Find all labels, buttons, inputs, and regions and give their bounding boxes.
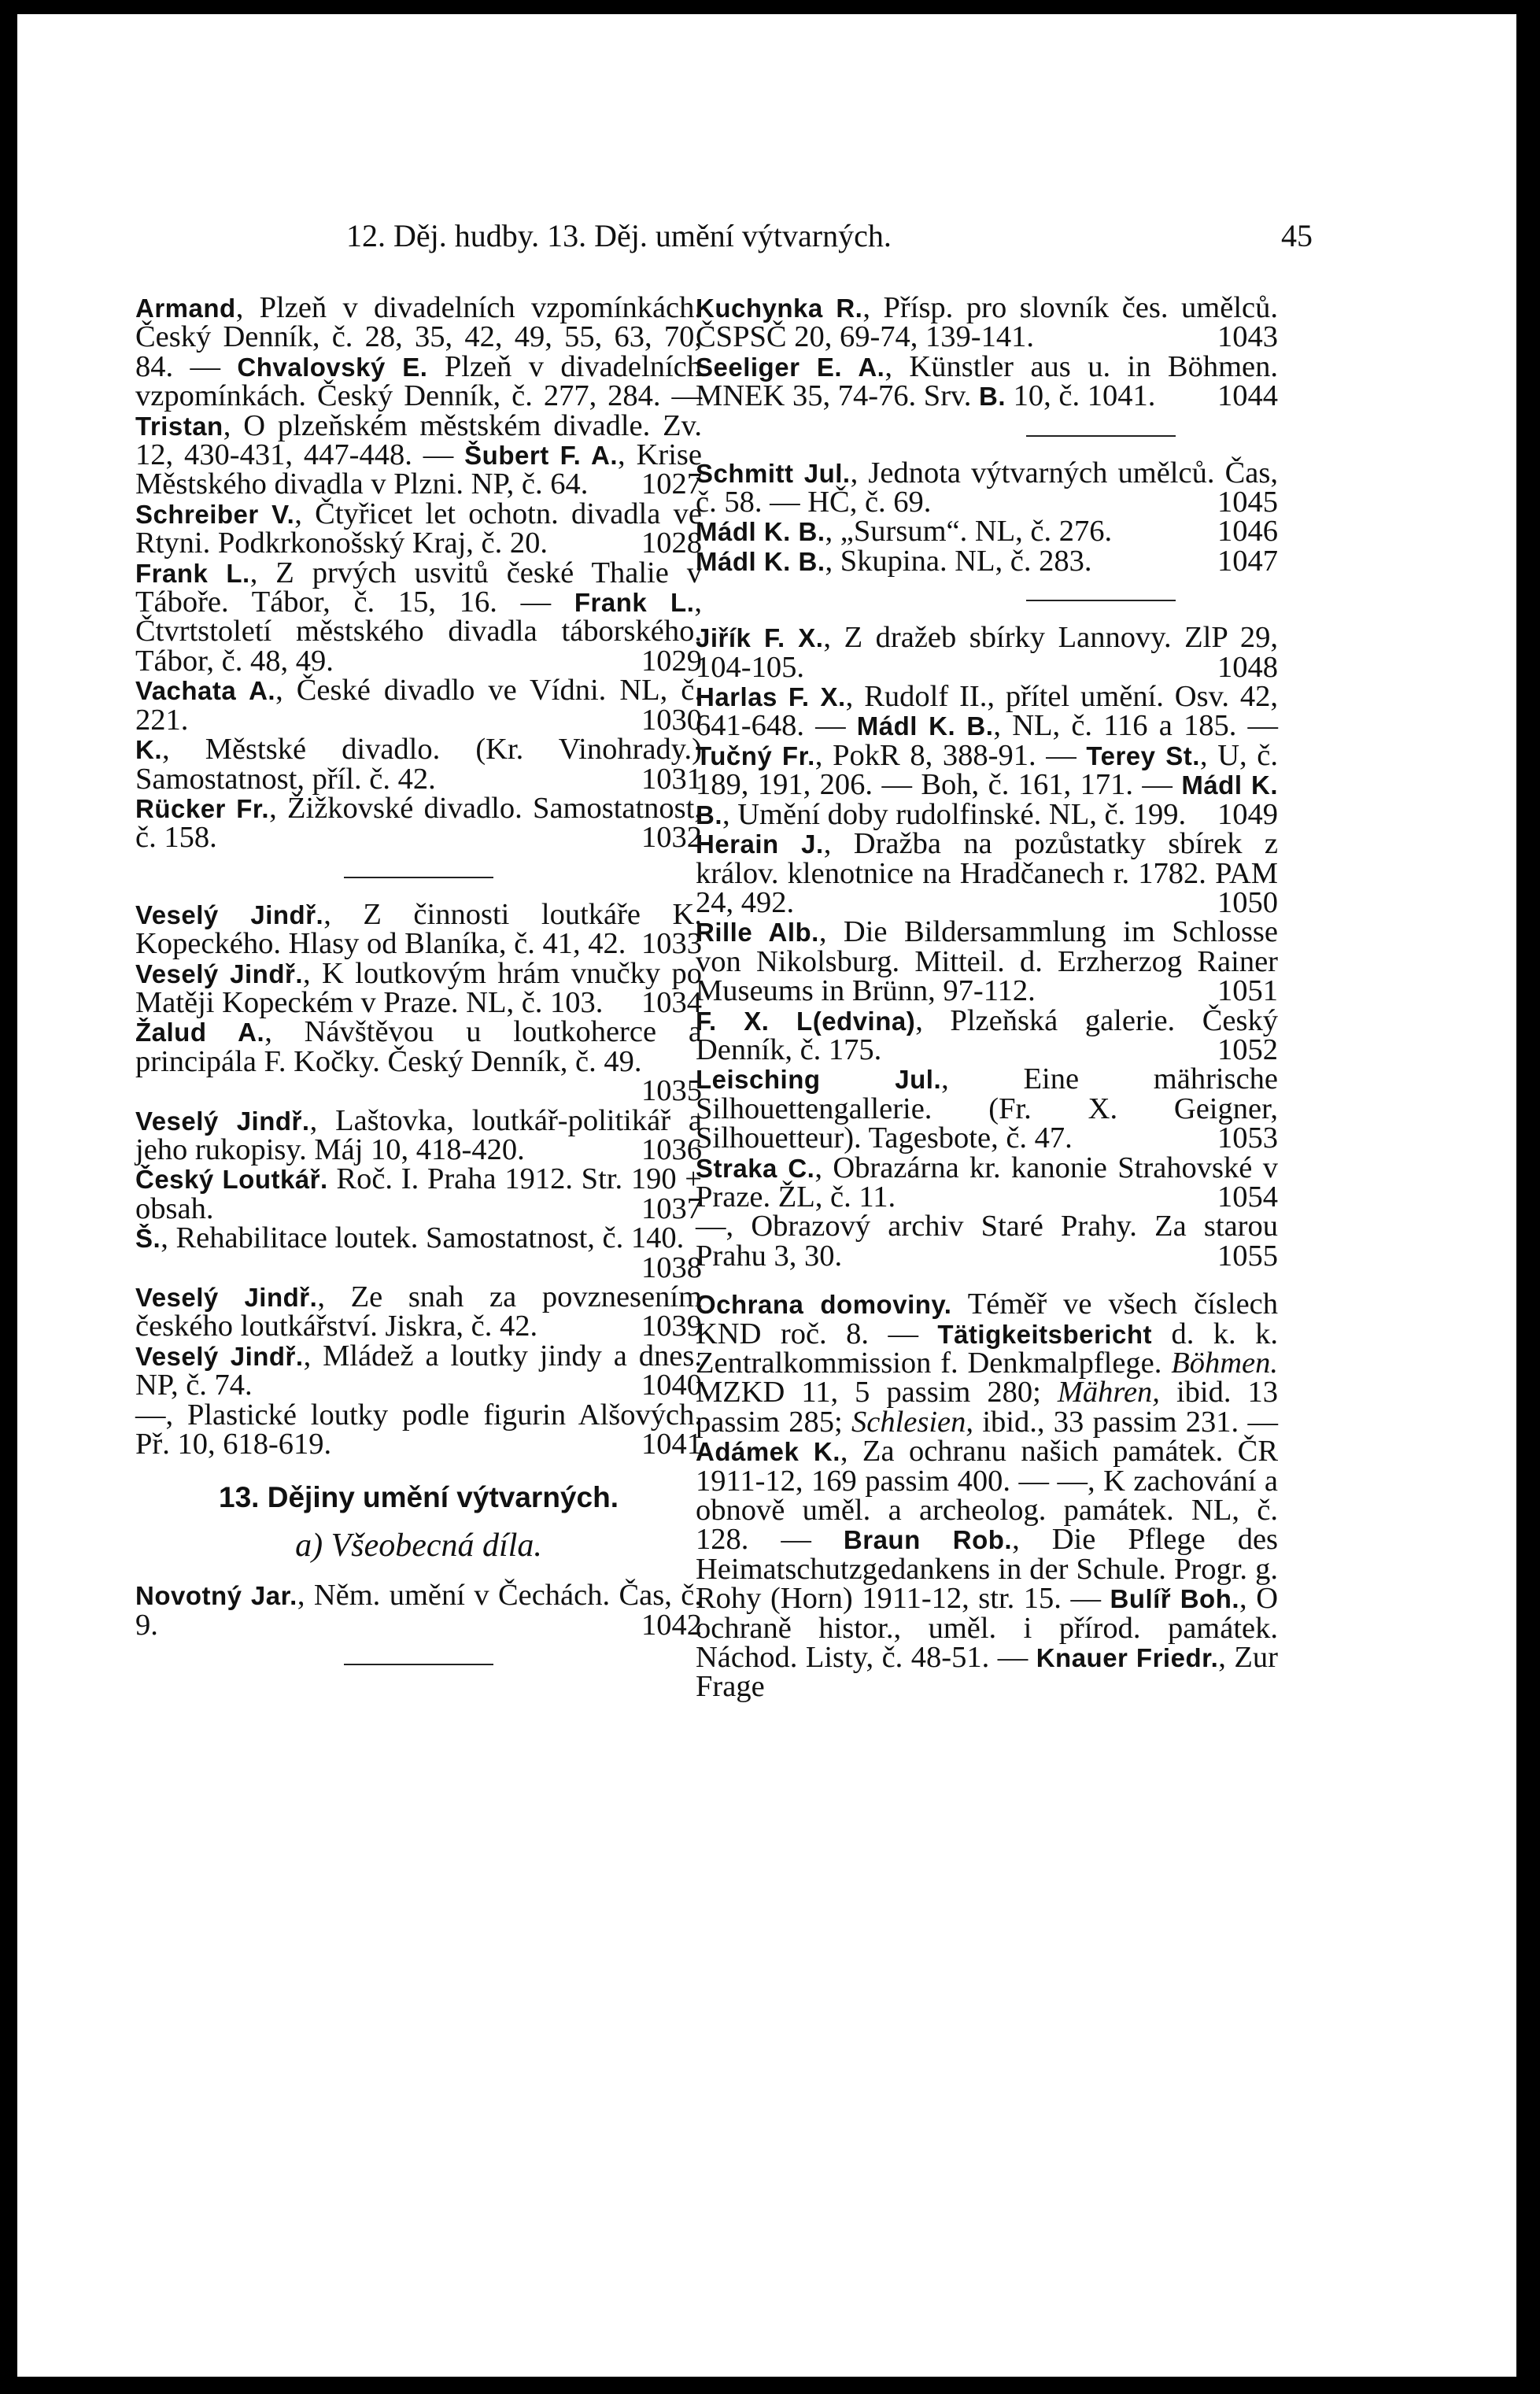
author: Rille Alb. <box>696 918 819 948</box>
author: Tučný Fr. <box>696 741 815 770</box>
entry-1029 <box>135 556 703 678</box>
entry-text: , Žižkovské divadlo. Samostatnost, č. 158. <box>135 791 702 855</box>
author: Vachata A. <box>135 676 276 706</box>
entry-1033 <box>135 897 702 961</box>
separator-rule <box>344 877 493 878</box>
entry-number: 1051 <box>1217 974 1278 1008</box>
author: Knauer Friedr. <box>1036 1643 1219 1673</box>
author: Veselý Jindř. <box>135 959 304 988</box>
entry-1047 <box>696 544 1278 578</box>
author: Chvalovský E. <box>237 352 428 382</box>
entry-1053 <box>696 1062 1279 1155</box>
entry-1052 <box>696 1003 1278 1066</box>
entry-number: 1049 <box>1217 797 1278 831</box>
entry-number: 1039 <box>641 1310 702 1343</box>
entry-text: Plzeň v divadelních vzpomínkách. Český Denník, č. 277, 284. — <box>135 349 703 413</box>
entry-text: —, Plastické loutky podle figurin Alšových. Př. 10, 618-619. <box>135 1398 702 1461</box>
entry-text: , Mládež a loutky jindy a dnes. NP, č. 74. <box>135 1339 702 1402</box>
entry-1035 <box>135 1015 702 1108</box>
entry-text: —, Obrazový archiv Staré Prahy. Za starou Prahu 3, 30. <box>696 1210 1278 1273</box>
entry-text: , Laštovka, loutkář-politikář a jeho rukopisy. Máj 10, 418-420. <box>135 1103 703 1166</box>
entry-text: , Plzeňská galerie. Český Denník, č. 175. <box>696 1003 1278 1066</box>
entry-text: , O plzeňském městském divadle. Zv. 12, 430-431, 447-448. — <box>135 408 702 472</box>
author: Jiřík F. X. <box>696 623 824 653</box>
entry-number: 1035 <box>641 1074 702 1108</box>
page <box>17 14 1516 2377</box>
entry-text-italic: Schlesien, <box>851 1405 974 1439</box>
entry-text: , „Sursum“. NL, č. 276. <box>825 515 1113 549</box>
entry-1038 <box>135 1221 702 1284</box>
entry-text: , Čtyřicet let ochotn. divadla ve Rtyni. Podkrkonošský Kraj, č. 20. <box>135 497 702 560</box>
entry-text: ibid. 13 passim 285; <box>696 1376 1278 1439</box>
entry-text: , Skupina. NL, č. 283. <box>825 544 1092 578</box>
entry-number: 1055 <box>1217 1239 1278 1273</box>
entry-1037 <box>135 1162 702 1225</box>
author: Veselý Jindř. <box>135 900 324 929</box>
entry-1045 <box>696 456 1278 519</box>
entry-number: 1040 <box>641 1369 702 1402</box>
entry-1054 <box>696 1151 1278 1214</box>
entry-number: 1033 <box>641 927 702 961</box>
entry-text: , Die Bildersammlung im Schlosse von Nikolsburg. Mitteil. d. Erzherzog Rainer Museums in Brünn, 97-112. <box>696 915 1279 1008</box>
author: Tristan <box>135 411 223 441</box>
entry-number: 1029 <box>641 644 702 678</box>
heading: Ochrana domoviny. <box>696 1290 952 1320</box>
entry-text-italic: Böhmen. <box>1171 1347 1278 1380</box>
author: Veselý Jindř. <box>135 1283 318 1312</box>
entry-text: , Obrazárna kr. kanonie Strahovské v Praze. ŽL, č. 11. <box>696 1151 1278 1214</box>
entry-number: 1054 <box>1217 1180 1278 1214</box>
author: Seeliger E. A. <box>696 352 885 382</box>
entry-1040 <box>135 1339 702 1402</box>
entry-number: 1032 <box>641 821 702 855</box>
entry-text: Roč. I. Praha 1912. Str. 190 + obsah. <box>135 1162 702 1225</box>
author: Bulíř Boh. <box>1110 1584 1240 1614</box>
page-header <box>346 217 1313 264</box>
entry-text: , Künstler aus u. in Böhmen. MNEK 35, 74-76. Srv. <box>696 349 1278 413</box>
entry-1036 <box>135 1103 703 1166</box>
author: Žalud A. <box>135 1018 265 1047</box>
author: Kuchynka R. <box>696 294 863 323</box>
separator-rule <box>344 1664 493 1665</box>
author: Český Loutkář. <box>135 1165 328 1195</box>
author: Terey St. <box>1086 741 1200 770</box>
running-title: 12. Děj. hudby. 13. Děj. umění výtvarných. <box>346 218 892 253</box>
entry-text: , Ze snah za povznesením českého loutkářství. Jiskra, č. 42. <box>135 1280 702 1343</box>
entry-1028 <box>135 497 702 560</box>
entry-1046 <box>696 515 1278 549</box>
author: Šubert F. A. <box>464 441 619 471</box>
entry-number: 1038 <box>641 1251 702 1284</box>
author: K. <box>135 735 162 765</box>
entry-1034 <box>135 956 702 1019</box>
entry-number: 1046 <box>1217 515 1278 549</box>
entry-number: 1042 <box>641 1608 702 1642</box>
author: Schmitt Jul. <box>696 458 851 488</box>
entry-number: 1036 <box>641 1132 702 1166</box>
entry-text: , Umění doby rudolfinské. NL, č. 199. <box>722 797 1187 831</box>
entry-text: , Jednota výtvarných umělců. Čas, č. 58. — HČ, č. 69. <box>696 456 1278 519</box>
entry-text: , Městské divadlo. (Kr. Vinohrady.) Samostatnost, příl. č. 42. <box>135 733 702 796</box>
author: Harlas F. X. <box>696 682 846 712</box>
entry-1027 <box>135 291 703 501</box>
entry-number: 1041 <box>641 1428 702 1461</box>
entry-number: 1047 <box>1217 544 1278 578</box>
author: Tätigkeitsbericht <box>937 1319 1152 1349</box>
entry-text: , Krise Městského divadla v Plzni. NP, č. 64. <box>135 438 702 501</box>
entry-text: , NL, č. 116 a 185. — <box>993 709 1278 743</box>
entry-1051 <box>696 915 1279 1008</box>
entry-text-italic: Mähren, <box>1057 1376 1160 1409</box>
author: Mádl K. B. <box>696 517 825 547</box>
entry-text: , Die Pflege des Heimatschutzgedankens in der Schule. Progr. g. Rohy (Horn) 1911-12, str. 15. — <box>696 1523 1279 1616</box>
entry-text: , Eine mährische Silhouettengallerie. (Fr. X. Geigner, Silhouetteur). Tagesbote, č. 47. <box>696 1062 1279 1155</box>
separator-rule <box>1026 435 1176 437</box>
entry-number: 1037 <box>641 1191 702 1225</box>
author: Adámek K. <box>696 1437 840 1467</box>
author: Frank L. <box>574 588 695 618</box>
entry-number: 1045 <box>1217 486 1278 519</box>
entry-text: , Dražba na pozůstatky sbírek z králov. klenotnice na Hradčanech r. 1782. PAM 24, 492. <box>696 827 1278 919</box>
entry-1048 <box>696 623 1278 682</box>
entry-text: , Čtvrtstoletí městského divadla táborského. Tábor, č. 48, 49. <box>135 586 702 678</box>
entry-1032 <box>135 791 702 855</box>
entry-number: 1034 <box>641 985 702 1019</box>
entry-1050 <box>696 829 1278 918</box>
entry-text: , Zur Frage <box>696 1641 1278 1704</box>
entry-text: , Plzeň v divadelních vzpomínkách. Český Denník, č. 28, 35, 42, 49, 55, 63, 70, 84. — <box>135 291 702 383</box>
entry-text: MZKD 11, 5 passim 280; <box>696 1376 1058 1409</box>
entry-number: 1028 <box>641 526 702 560</box>
entry-text: , PokR 8, 388-91. — <box>814 738 1087 772</box>
author: Braun Rob. <box>843 1525 1013 1555</box>
entry-number: 1044 <box>1217 379 1278 413</box>
author: Frank L. <box>135 558 250 588</box>
author: Novotný Jar. <box>135 1581 297 1611</box>
entry-text: 10, č. 1041. <box>1006 379 1156 413</box>
entry-number: 1043 <box>1217 320 1278 354</box>
entry-number: 1030 <box>641 703 702 737</box>
right-column <box>696 291 1279 1704</box>
entry-number: 1048 <box>1217 650 1278 684</box>
entry-text: , Z prvých usvitů české Thalie v Táboře. Tábor, č. 15, 16. — <box>135 556 703 619</box>
author: Veselý Jindř. <box>135 1106 310 1136</box>
entry-text: , Z činnosti loutkáře K. Kopeckého. Hlasy od Blaníka, č. 41, 42. <box>135 897 702 961</box>
entry-1043 <box>696 291 1278 354</box>
entry-1041 <box>135 1398 702 1461</box>
entry-1039 <box>135 1280 702 1343</box>
entry-number: 1053 <box>1217 1121 1278 1155</box>
entry-text: , Rehabilitace loutek. Samostatnost, č. 140. <box>161 1221 685 1255</box>
left-column <box>135 291 703 1687</box>
entry-1044 <box>696 349 1278 413</box>
entry-text: , České divadlo ve Vídni. NL, č. 221. <box>135 674 702 737</box>
author: Herain J. <box>696 829 824 859</box>
entry-number: 1027 <box>641 467 702 501</box>
entry-1055 <box>696 1212 1278 1271</box>
author: Mádl K. B. <box>696 770 1278 829</box>
author: Leisching Jul. <box>696 1065 942 1095</box>
entry-text: , Rudolf II., přítel umění. Osv. 42, 641-648. — <box>696 680 1278 743</box>
entry-number: 1031 <box>641 762 702 796</box>
page-number: 45 <box>1281 218 1313 253</box>
subsection-title: a) Všeobecná díla. <box>295 1527 542 1564</box>
entry-1042 <box>135 1581 702 1640</box>
entry-text: , Návštěvou u loutkoherce a principála F. Kočky. Český Denník, č. 49. <box>135 1015 702 1078</box>
author: Veselý Jindř. <box>135 1341 304 1371</box>
entry-ochrana-domoviny <box>696 1290 1278 1702</box>
author: Straka C. <box>696 1153 815 1183</box>
entry-text: , O ochraně histor., uměl. i přírod. památek. Náchod. Listy, č. 48-51. — <box>696 1582 1278 1675</box>
entry-number: 1052 <box>1217 1033 1278 1066</box>
entry-text: ibid., 33 passim 231. — <box>973 1405 1278 1439</box>
entry-1031 <box>135 735 702 794</box>
author: Mádl K. B. <box>696 546 825 576</box>
author: B. <box>979 382 1006 412</box>
entry-text: , Za ochranu našich památek. ČR 1911-12, 169 passim 400. — —, K zachování a obnově uměl. a archeolog. památek. NL, č. 128. — <box>696 1435 1278 1557</box>
entry-1030 <box>135 676 702 735</box>
entry-text: , Něm. umění v Čechách. Čas, č. 9. <box>135 1579 702 1642</box>
author: Armand <box>135 294 236 323</box>
author: F. X. L(edvina) <box>696 1006 916 1036</box>
author: Mádl K. B. <box>856 711 994 741</box>
entry-text: , U, č. 189, 191, 206. — Boh, č. 161, 171. — <box>696 738 1278 802</box>
entry-text: Téměř ve všech číslech KND roč. 8. — <box>696 1288 1278 1350</box>
entry-number: 1050 <box>1217 885 1278 919</box>
entry-1049 <box>696 682 1278 829</box>
entry-text: d. k. k. Zentralkommission f. Denkmalpflege. <box>696 1317 1279 1380</box>
section-title: 13. Dějiny umění výtvarných. <box>219 1481 619 1514</box>
separator-rule <box>1026 600 1176 601</box>
author: Š. <box>135 1224 161 1254</box>
entry-text: , Z dražeb sbírky Lannovy. ZlP 29, 104-105. <box>696 621 1278 684</box>
entry-text: , Přísp. pro slovník čes. umělců. ČSPSČ 20, 69-74, 139-141. <box>696 291 1278 354</box>
entry-text: , K loutkovým hrám vnučky po Matěji Kopeckém v Praze. NL, č. 103. <box>135 956 702 1019</box>
author: Rücker Fr. <box>135 793 270 823</box>
author: Schreiber V. <box>135 499 295 529</box>
